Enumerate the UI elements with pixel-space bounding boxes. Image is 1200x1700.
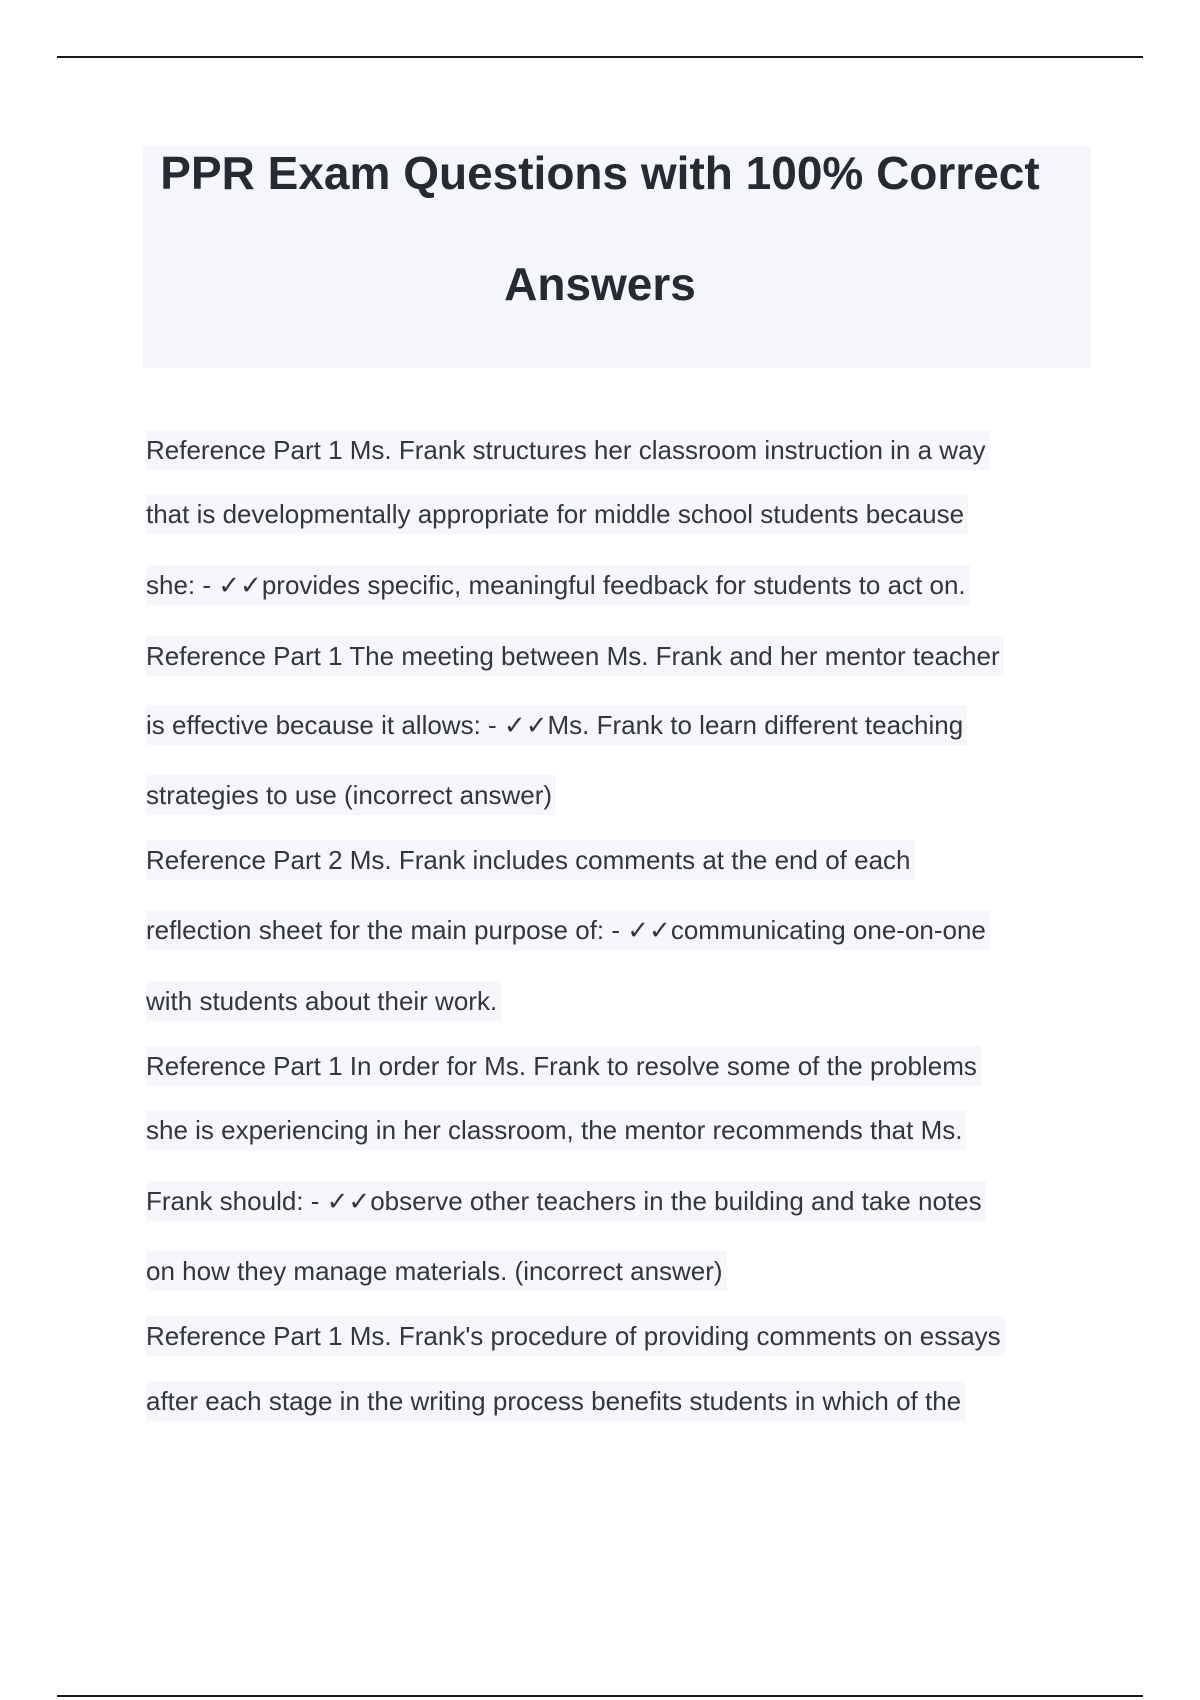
body-line: Reference Part 1 Ms. Frank structures her classroom instruction in a way	[146, 430, 990, 470]
body-line: Frank should: - ✓✓observe other teachers in the building and take notes	[146, 1181, 986, 1221]
body-line: strategies to use (incorrect answer)	[146, 775, 556, 815]
body-line: with students about their work.	[146, 981, 501, 1021]
body-line: reflection sheet for the main purpose of: - ✓✓communicating one-on-one	[146, 910, 990, 950]
body-line: Reference Part 2 Ms. Frank includes comments at the end of each	[146, 840, 915, 880]
body-line: on how they manage materials. (incorrect answer)	[146, 1251, 727, 1291]
body-line: she: - ✓✓provides specific, meaningful feedback for students to act on.	[146, 565, 970, 605]
body-line: that is developmentally appropriate for middle school students because	[146, 494, 968, 534]
document-title-line-2: Answers	[504, 258, 696, 310]
document-title-line-1: PPR Exam Questions with 100% Correct	[160, 147, 1040, 199]
top-rule	[57, 56, 1143, 58]
body-line: Reference Part 1 Ms. Frank's procedure of providing comments on essays	[146, 1316, 1005, 1356]
body-line: she is experiencing in her classroom, the mentor recommends that Ms.	[146, 1110, 966, 1150]
body-line: Reference Part 1 In order for Ms. Frank to resolve some of the problems	[146, 1046, 981, 1086]
body-line: after each stage in the writing process benefits students in which of the	[146, 1381, 965, 1421]
bottom-rule	[57, 1695, 1143, 1697]
body-line: is effective because it allows: - ✓✓Ms. Frank to learn different teaching	[146, 705, 967, 745]
body-line: Reference Part 1 The meeting between Ms. Frank and her mentor teacher	[146, 636, 1004, 676]
